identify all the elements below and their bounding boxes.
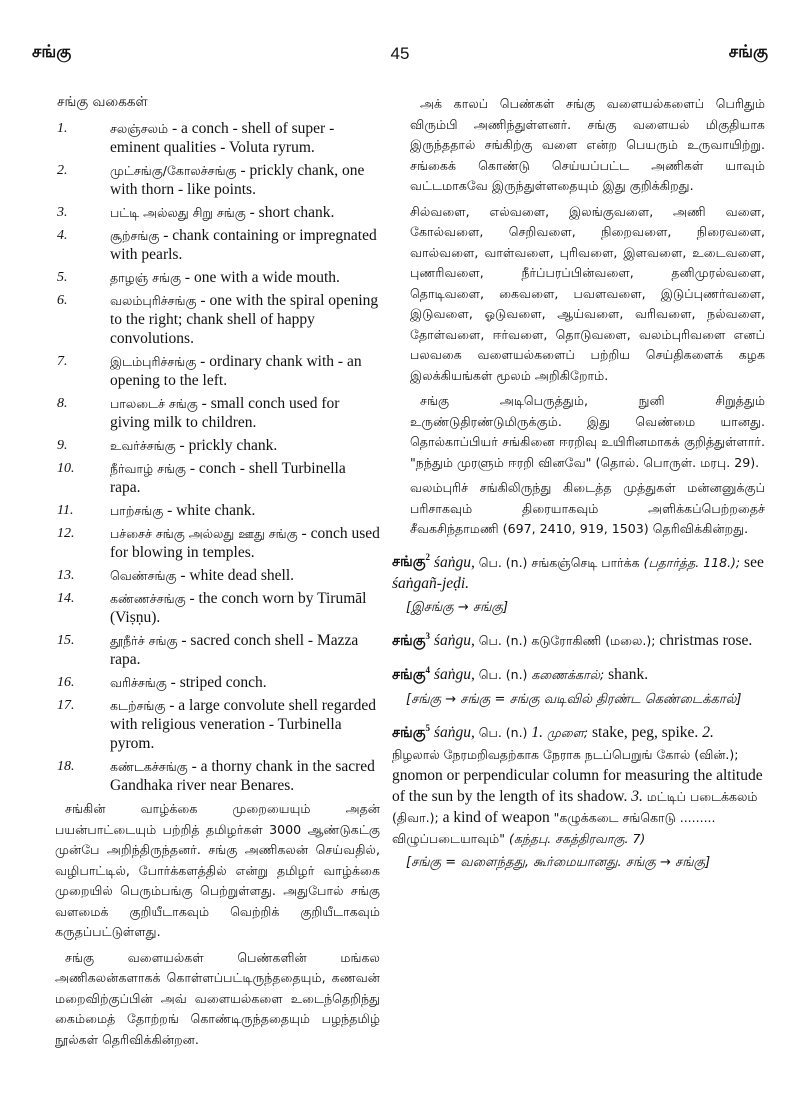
list-item-tamil: கடற்சங்கு (110, 698, 166, 713)
list-item-english: - the conch worn by Tirumāl (Viṣṇu). (110, 590, 367, 626)
entry-transliteration: śaṅgu, (433, 632, 475, 650)
sense-number: 3. (631, 787, 647, 805)
list-item (55, 501, 380, 520)
entry-etymology: [இசங்கு → சங்கு] (406, 600, 509, 616)
entry-transliteration: śaṅgu, (433, 553, 475, 571)
list-item-tamil: வரிச்சங்கு (110, 675, 167, 690)
list-item-english: - prickly chank. (175, 437, 278, 454)
list-item (55, 589, 380, 627)
entry-definition-en: gnomon or perpendicular column for measuring the altitude of the sun by the length of its shadow. (392, 766, 763, 805)
entry-transliteration: śaṅgu, (433, 723, 475, 741)
list-item-english: - one with the spiral opening to the right; chank shell of happy convolutions. (110, 292, 379, 347)
list-item-english: - sacred conch shell - Mazza rapa. (110, 632, 359, 668)
list-item (55, 352, 380, 390)
section-title: சங்கு வகைகள் (57, 94, 148, 110)
list-item-number: 4. (57, 228, 68, 243)
list-item-number: 14. (57, 591, 75, 606)
list-item-tamil: சூற்சங்கு (110, 228, 160, 243)
list-item-english: - small conch used for giving milk to children. (110, 395, 340, 431)
running-headword-right: சங்கு (728, 42, 768, 62)
paragraph-bangles-marriage: சங்கு வளையல்கள் பெண்களின் மங்கல அணிகலன்களாகக் கொள்ளப்பட்டிருந்ததையும், கணவன் மறைவிற்குப்பின் அவ் வளையல்களை உடைந்தெறிந்து கைம்மைத் தோற்றங் கொண்டிருந்ததையும் பழந்தமிழ் நூல்கள் தெரிவிக்கின்றன. (55, 949, 380, 1047)
paragraph-valampuri-pearls: வலம்புரிச் சங்கிலிருந்து கிடைத்த முத்துகள் மன்னனுக்குப் பரிசாகவும் திரையாகவும் அளிக்கப்பெற்றதைச் சீவகசிந்தாமணி (697, 2410, 919, 1503) தெரிவிக்கின்றது. (410, 480, 765, 536)
list-item (55, 436, 380, 455)
list-item-number: 18. (57, 759, 75, 774)
list-item (55, 394, 380, 432)
entry-etymology: [சங்கு → சங்கு = சங்கு வடிவில் திரண்ட கெண்டைக்கால்] (406, 691, 742, 707)
list-item (55, 757, 380, 795)
entry-definition-ta: கடுரோகிணி (531, 633, 606, 649)
list-item-number: 5. (57, 270, 68, 285)
entry-definition-en: christmas rose. (655, 632, 753, 650)
right-column (392, 94, 765, 881)
paragraph-conch-history: சங்கின் வாழ்க்கை முறையையும் அதன் பயன்பாட்டையும் பற்றித் தமிழர்கள் 3000 ஆண்டுகட்கு முன்பே அறிந்திருந்தனர். சங்கு அணிகலன் செய்வதில், வழிபாட்டில், போர்க்களத்தில் என்று தமிழர் வாழ்க்கை முறையில் பெரும்பங்கு பெற்றுள்ளது. அதுபோல் சங்கு வளமைக் குறியீடாகவும் வெற்றிக் குறியீடாகவும் கருதப்பட்டுள்ளது. (55, 801, 380, 939)
entry-cross-reference: śaṅgañ-jeḍi. (392, 575, 470, 593)
list-item-number: 10. (57, 461, 75, 476)
list-item-english: - one with a wide mouth. (181, 269, 340, 286)
list-item (55, 119, 380, 157)
list-item-tamil: சலஞ்சலம் (110, 121, 169, 136)
list-item (55, 673, 380, 692)
list-item-number: 15. (57, 633, 75, 648)
list-item (55, 631, 380, 669)
entry-sangu-2 (392, 548, 765, 619)
list-item-english: - conch - shell Turbinella rapa. (110, 460, 346, 496)
paragraph-bangle-types: சில்வளை, எல்வளை, இலங்குவளை, அணி வளை, கோல்வளை, செறிவளை, நிறைவளை, நிரைவளை, வால்வளை, வாள்வளை, புரிவளை, இளவளை, உடைவளை, புணரிவளை, நீர்ப்பரப்பின்வளை, தனிமுரல்வளை, தொடிவளை, கைவளை, பவளவளை, இடுப்புணர்வளை, இடுவளை, ஓடுவளை, ஆய்வளை, வரிவளை, நல்வளை, தோள்வளை, ஈர்வளை, தொடுவளை, வலம்புரிவளை எனப் பலவகை வளையல்களைப் பற்றிய செய்திகளைக் கழக இலக்கியங்கள் மூலம் அறிகிறோம். (410, 203, 765, 383)
running-headword-left: சங்கு (32, 42, 72, 62)
list-item-english: - chank containing or impregnated with pearls. (110, 227, 377, 263)
list-item (55, 524, 380, 562)
list-item (55, 566, 380, 585)
list-item-english: - a thorny chank in the sacred Gandhaka river near Benares. (110, 758, 375, 794)
list-item-number: 17. (57, 698, 75, 713)
entry-headword: சங்கு$^4$ (392, 665, 431, 683)
entry-definition-ta: மட்டிப் படைக்கலம் (திவா.); (392, 788, 758, 825)
entry-pos: பெ. (n.) (474, 633, 532, 649)
entry-transliteration: śaṅgu, (433, 665, 475, 683)
list-item-english: - striped conch. (166, 674, 267, 691)
list-item-tamil: பாற்சங்கு (110, 503, 164, 518)
list-item (55, 696, 380, 753)
list-item-english: - a conch - shell of super - eminent qualities - Voluta ryrum. (110, 120, 335, 156)
list-item-number: 16. (57, 675, 75, 690)
sense-number: 2. (702, 723, 714, 741)
list-item-number: 9. (57, 438, 68, 453)
entry-definition-ta: நிழலால் நேரமறிவதற்காக நேராக நடப்பெறுங் கோல் (வின்.); (392, 746, 739, 762)
list-item-tamil: பட்டி அல்லது சிறு சங்கு (110, 205, 246, 220)
list-item-tamil: தாழஞ் சங்கு (110, 270, 182, 285)
list-item-tamil: கண்டகச்சங்கு (110, 759, 188, 774)
list-item-english: - short chank. (245, 204, 335, 221)
list-item-number: 13. (57, 568, 75, 583)
list-item-tamil: உவர்ச்சங்கு (110, 438, 176, 453)
entry-pos: பெ. (n.) (474, 666, 532, 682)
list-item-tamil: நீர்வாழ் சங்கு (110, 461, 186, 476)
list-item-number: 6. (57, 293, 68, 308)
list-item (55, 203, 380, 222)
list-item (55, 459, 380, 497)
list-item (55, 161, 380, 199)
paragraph-conch-description: சங்கு அடிபெருத்தும், நுனி சிறுத்தும் உருண்டுதிரண்டுமிருக்கும். இது வெண்மை யானது. தொல்காப்பியர் சங்கினை ஈரறிவு உயிரினமாகக் குறித்துள்ளார். "நந்தும் முரளும் ஈரறி வினவே" (தொல். பொருள். மரபு. 29). (410, 393, 765, 470)
entry-sangu-5 (392, 718, 765, 873)
list-item-number: 7. (57, 354, 68, 369)
entry-definition-en: shank. (604, 665, 649, 683)
entry-definition-en: stake, peg, spike. (588, 723, 703, 741)
list-item-english: - prickly chank, one with thorn - like points. (110, 162, 365, 198)
sense-number: 1. (531, 723, 547, 741)
paragraph-women-bangles: அக் காலப் பெண்கள் சங்கு வளையல்களைப் பெரிதும் விரும்பி அணிந்துள்ளனர். சங்கு வளையல் மிகுதியாக இருந்ததால் சங்கிற்கு வளை என்ற பெயரும் உருவாயிற்று. சங்கைக் கொண்டு செய்யப்பட்ட அணிகள் யாவும் வட்டமாகவே இருந்துள்ளதையும் இது குறிக்கிறது. (410, 96, 765, 193)
list-item-tamil: வலம்புரிச்சங்கு (110, 293, 197, 308)
page-header (0, 42, 800, 68)
entry-reference: (பதார்த்த. 118.); (643, 554, 741, 570)
list-item (55, 291, 380, 348)
entry-pos: பெ. (n.) (474, 554, 532, 570)
entry-etymology: [சங்கு = வளைந்தது, கூர்மையானது. சங்கு → சங்கு] (406, 854, 711, 870)
list-item-tamil: தூநீர்ச் சங்கு (110, 633, 178, 648)
list-item-number: 2. (57, 163, 68, 178)
list-item-english: - white dead shell. (176, 567, 295, 584)
list-item-tamil: பச்சைச் சங்கு அல்லது ஊது சங்கு (110, 526, 298, 541)
list-item (55, 268, 380, 287)
list-item-number: 1. (57, 121, 68, 136)
list-item-english: - white chank. (163, 502, 256, 519)
list-item-english: - conch used for blowing in temples. (110, 525, 380, 561)
entry-sangu-3 (392, 626, 765, 652)
entry-quotation: "கழுக்கடை சங்கொடு ......... விழுப்படையாவும்" (392, 809, 716, 846)
entry-headword: சங்கு$^5$ (392, 722, 431, 741)
conch-varieties-list (55, 119, 380, 795)
list-item-number: 3. (57, 205, 68, 220)
list-item-tamil: கண்ணச்சங்கு (110, 591, 186, 606)
list-item-number: 11. (57, 503, 74, 518)
entry-definition-ta: முளை; (546, 724, 589, 740)
entry-definition-en: a kind of weapon (438, 808, 554, 826)
entry-pos: பெ. (n.) (474, 724, 532, 740)
list-item (55, 226, 380, 264)
entry-definition-en: see (740, 553, 764, 571)
list-item-tamil: முட்சங்கு/கோலச்சங்கு (110, 163, 237, 178)
entry-reference: (கந்தபு. சகத்திரவாகு. 7) (504, 830, 646, 846)
entry-definition-ta: சங்கஞ்செடி பார்க்க (531, 554, 644, 570)
entry-sangu-4 (392, 660, 765, 710)
entry-definition-ta: கணைக்கால்; (531, 666, 605, 682)
list-item-tamil: இடம்புரிச்சங்கு (110, 354, 197, 369)
page-number: 45 (390, 44, 410, 63)
left-column (55, 94, 380, 1055)
entry-reference: (மலை.); (605, 633, 656, 649)
list-item-english: - a large convolute shell regarded with religious veneration - Turbinella pyrom. (110, 697, 376, 752)
list-item-number: 12. (57, 526, 75, 541)
list-item-english: - ordinary chank with - an opening to the left. (110, 353, 362, 389)
list-item-number: 8. (57, 396, 68, 411)
entry-headword: சங்கு$^3$ (392, 631, 431, 650)
list-item-tamil: வெண்சங்கு (110, 568, 177, 583)
list-item-tamil: பாலடைச் சங்கு (110, 396, 198, 411)
entry-headword: சங்கு$^2$ (392, 552, 431, 571)
